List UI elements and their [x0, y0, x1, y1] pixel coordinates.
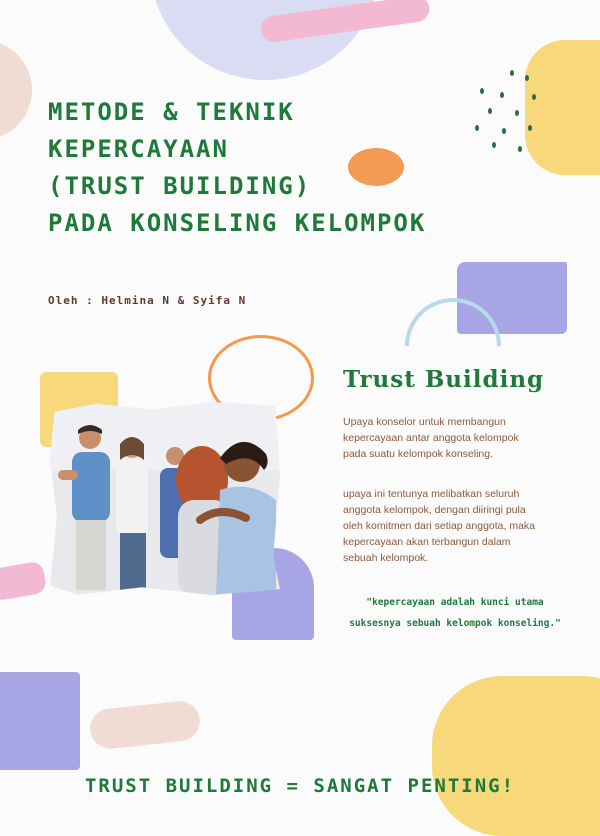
title-line: (TRUST BUILDING)	[48, 172, 312, 200]
footer-banner: TRUST BUILDING = SANGAT PENTING!	[84, 775, 516, 797]
title-line: METODE & TEKNIK	[48, 98, 295, 126]
decor-purple-block	[0, 672, 80, 770]
title-line: PADA KONSELING KELOMPOK	[48, 209, 427, 237]
decor-beige-blob	[0, 40, 32, 140]
decor-yellow-corner	[432, 676, 600, 836]
page-title	[48, 94, 518, 242]
title-line: KEPERCAYAAN	[48, 135, 229, 163]
section-heading: Trust Building	[343, 366, 545, 393]
decor-pink-blob	[0, 560, 47, 601]
quote-text: "kepercayaan adalah kunci utama suksesnya sebuah kelompok konseling."	[349, 597, 561, 629]
author-credit: Oleh : Helmina N & Syifa N	[48, 294, 247, 307]
paragraph-explanation: upaya ini tentunya melibatkan seluruh anggota kelompok, dengan diiringi pula oleh komitmen dari setiap anggota, maka kepercayaan akan terbangun dalam sebuah kelompok.	[343, 488, 536, 564]
group-hug-photo	[50, 400, 280, 595]
decor-beige-stroke	[88, 699, 202, 750]
paragraph-definition: Upaya konselor untuk membangun kepercayaan antar anggota kelompok pada suatu kelompok konseling.	[343, 416, 519, 460]
